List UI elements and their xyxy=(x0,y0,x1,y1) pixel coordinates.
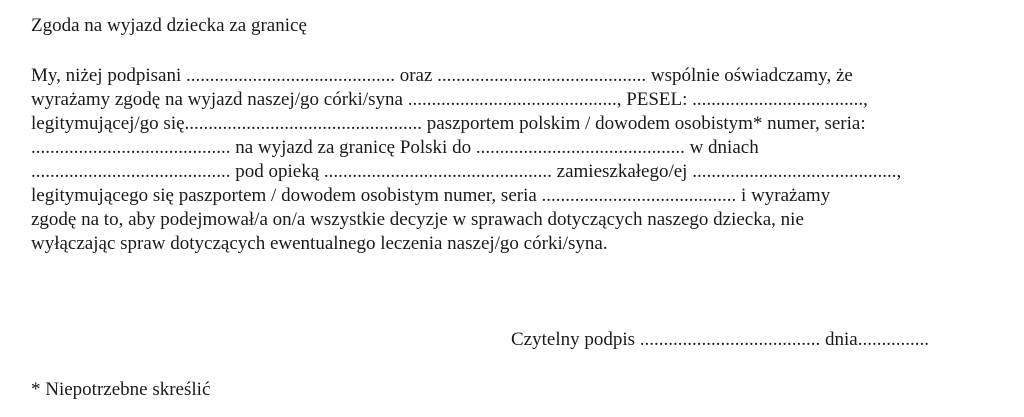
document-title: Zgoda na wyjazd dziecka za granicę xyxy=(31,15,307,36)
paragraph-line-3: legitymującej/go się.................................................. paszportem polskim / dowodem osobistym* numer, seria: xyxy=(31,113,866,134)
paragraph-line-4: .......................................... na wyjazd za granicę Polski do ............................................ w dniach xyxy=(31,137,759,158)
signature-line: Czytelny podpis ...................................... dnia............... xyxy=(511,329,929,350)
paragraph-line-5: .......................................... pod opieką ................................................ zamieszkałego/ej ..........................................., xyxy=(31,161,902,182)
paragraph-line-7: zgodę na to, aby podejmował/a on/a wszystkie decyzje w sprawach dotyczących naszego dziecka, nie xyxy=(31,209,804,230)
paragraph-line-2: wyrażamy zgodę na wyjazd naszej/go córki/syna ............................................, PESEL: ...................................., xyxy=(31,89,868,110)
footnote: * Niepotrzebne skreślić xyxy=(31,379,211,400)
paragraph-line-8: wyłączając spraw dotyczących ewentualnego leczenia naszej/go córki/syna. xyxy=(31,233,608,254)
paragraph-line-6: legitymującego się paszportem / dowodem osobistym numer, seria ......................................... i wyrażamy xyxy=(31,185,831,206)
consent-paragraph xyxy=(31,64,993,256)
paragraph-line-1: My, niżej podpisani ............................................ oraz ............................................ wspólnie oświadczamy, że xyxy=(31,65,853,86)
